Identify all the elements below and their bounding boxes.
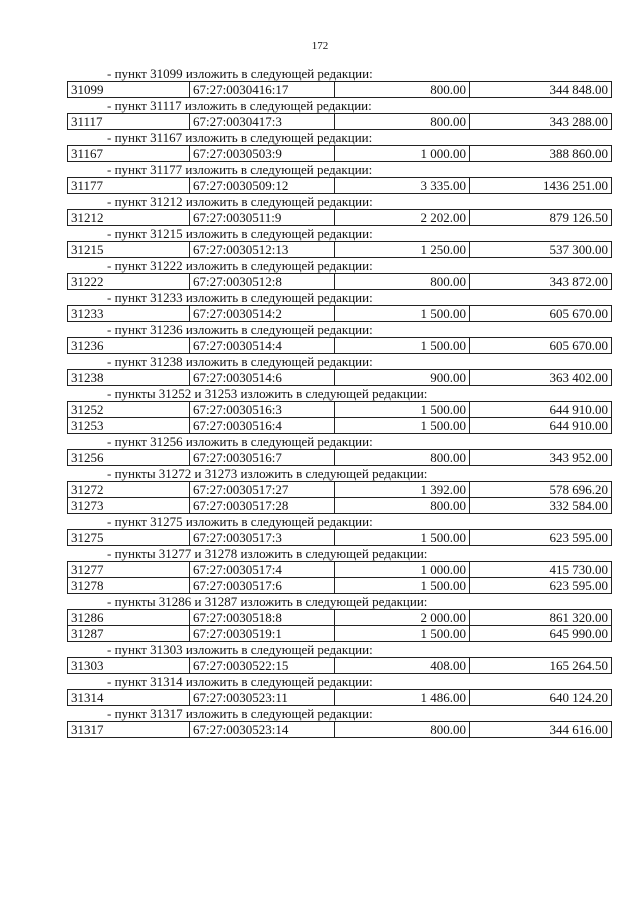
amendment-table — [67, 305, 612, 322]
area-cell: 800.00 — [335, 114, 470, 130]
area-cell: 800.00 — [335, 450, 470, 466]
table-row — [68, 338, 612, 354]
amendment-block — [67, 226, 612, 258]
amendment-table — [67, 529, 612, 546]
area-cell: 1 500.00 — [335, 402, 470, 418]
cadastral-number-cell: 67:27:0030503:9 — [190, 146, 335, 162]
table-row — [68, 498, 612, 514]
table-row — [68, 658, 612, 674]
item-number-cell: 31233 — [68, 306, 190, 322]
table-row — [68, 626, 612, 642]
amendment-table — [67, 609, 612, 642]
amendment-block — [67, 642, 612, 674]
area-cell: 1 500.00 — [335, 418, 470, 434]
amendment-heading: - пункт 31215 изложить в следующей редакции: — [107, 226, 373, 241]
item-number-cell: 31314 — [68, 690, 190, 706]
item-number-cell: 31273 — [68, 498, 190, 514]
amendment-block — [67, 434, 612, 466]
amendment-heading: - пункт 31167 изложить в следующей редакции: — [107, 130, 373, 145]
amendment-heading: - пункт 31117 изложить в следующей редакции: — [107, 98, 372, 113]
table-row — [68, 610, 612, 626]
amendment-table — [67, 273, 612, 290]
table-row — [68, 146, 612, 162]
amendment-heading: - пункт 31099 изложить в следующей редакции: — [107, 66, 373, 81]
table-row — [68, 306, 612, 322]
area-cell: 800.00 — [335, 722, 470, 738]
value-cell: 332 584.00 — [470, 498, 612, 514]
cadastral-number-cell: 67:27:0030516:4 — [190, 418, 335, 434]
cadastral-number-cell: 67:27:0030514:2 — [190, 306, 335, 322]
amendment-heading: - пункт 31212 изложить в следующей редакции: — [107, 194, 373, 209]
table-row — [68, 82, 612, 98]
amendment-table — [67, 561, 612, 594]
amendment-table — [67, 481, 612, 514]
amendment-heading: - пункт 31314 изложить в следующей редакции: — [107, 674, 373, 689]
item-number-cell: 31212 — [68, 210, 190, 226]
item-number-cell: 31253 — [68, 418, 190, 434]
value-cell: 388 860.00 — [470, 146, 612, 162]
amendment-table — [67, 177, 612, 194]
value-cell: 605 670.00 — [470, 306, 612, 322]
item-number-cell: 31215 — [68, 242, 190, 258]
cadastral-number-cell: 67:27:0030516:3 — [190, 402, 335, 418]
amendment-block — [67, 258, 612, 290]
area-cell: 800.00 — [335, 82, 470, 98]
cadastral-number-cell: 67:27:0030522:15 — [190, 658, 335, 674]
amendment-block — [67, 466, 612, 514]
amendment-table — [67, 721, 612, 738]
area-cell: 1 500.00 — [335, 306, 470, 322]
amendment-block — [67, 162, 612, 194]
amendment-heading: - пункты 31252 и 31253 изложить в следующей редакции: — [107, 386, 428, 401]
amendment-block — [67, 386, 612, 434]
value-cell: 640 124.20 — [470, 690, 612, 706]
area-cell: 2 000.00 — [335, 610, 470, 626]
cadastral-number-cell: 67:27:0030517:27 — [190, 482, 335, 498]
cadastral-number-cell: 67:27:0030517:6 — [190, 578, 335, 594]
amendment-heading: - пункт 31275 изложить в следующей редакции: — [107, 514, 373, 529]
cadastral-number-cell: 67:27:0030514:4 — [190, 338, 335, 354]
amendment-heading: - пункты 31277 и 31278 изложить в следующей редакции: — [107, 546, 428, 561]
amendment-table — [67, 449, 612, 466]
amendment-block — [67, 98, 612, 130]
area-cell: 408.00 — [335, 658, 470, 674]
table-row — [68, 242, 612, 258]
amendment-block — [67, 706, 612, 738]
cadastral-number-cell: 67:27:0030509:12 — [190, 178, 335, 194]
area-cell: 1 500.00 — [335, 530, 470, 546]
amendment-table — [67, 401, 612, 434]
amendment-block — [67, 194, 612, 226]
value-cell: 578 696.20 — [470, 482, 612, 498]
amendments-list — [67, 66, 612, 738]
value-cell: 344 616.00 — [470, 722, 612, 738]
area-cell: 1 500.00 — [335, 578, 470, 594]
amendment-heading: - пункт 31256 изложить в следующей редакции: — [107, 434, 373, 449]
table-row — [68, 482, 612, 498]
area-cell: 800.00 — [335, 274, 470, 290]
cadastral-number-cell: 67:27:0030511:9 — [190, 210, 335, 226]
value-cell: 645 990.00 — [470, 626, 612, 642]
cadastral-number-cell: 67:27:0030518:8 — [190, 610, 335, 626]
area-cell: 900.00 — [335, 370, 470, 386]
item-number-cell: 31286 — [68, 610, 190, 626]
table-row — [68, 274, 612, 290]
item-number-cell: 31278 — [68, 578, 190, 594]
table-row — [68, 690, 612, 706]
amendment-heading: - пункт 31303 изложить в следующей редакции: — [107, 642, 373, 657]
item-number-cell: 31117 — [68, 114, 190, 130]
amendment-table — [67, 241, 612, 258]
cadastral-number-cell: 67:27:0030514:6 — [190, 370, 335, 386]
cadastral-number-cell: 67:27:0030517:3 — [190, 530, 335, 546]
amendment-table — [67, 145, 612, 162]
value-cell: 861 320.00 — [470, 610, 612, 626]
amendment-block — [67, 66, 612, 98]
value-cell: 363 402.00 — [470, 370, 612, 386]
amendment-heading: - пункт 31222 изложить в следующей редакции: — [107, 258, 373, 273]
amendment-heading: - пункт 31177 изложить в следующей редакции: — [107, 162, 373, 177]
area-cell: 1 250.00 — [335, 242, 470, 258]
item-number-cell: 31167 — [68, 146, 190, 162]
value-cell: 343 872.00 — [470, 274, 612, 290]
table-row — [68, 418, 612, 434]
item-number-cell: 31177 — [68, 178, 190, 194]
amendment-heading: - пункт 31236 изложить в следующей редакции: — [107, 322, 373, 337]
page-number: 172 — [311, 40, 329, 52]
amendment-table — [67, 209, 612, 226]
value-cell: 644 910.00 — [470, 418, 612, 434]
amendment-block — [67, 354, 612, 386]
amendment-block — [67, 290, 612, 322]
item-number-cell: 31275 — [68, 530, 190, 546]
area-cell: 1 392.00 — [335, 482, 470, 498]
item-number-cell: 31287 — [68, 626, 190, 642]
item-number-cell: 31238 — [68, 370, 190, 386]
table-row — [68, 114, 612, 130]
value-cell: 623 595.00 — [470, 578, 612, 594]
amendment-block — [67, 322, 612, 354]
area-cell: 3 335.00 — [335, 178, 470, 194]
amendment-block — [67, 514, 612, 546]
value-cell: 605 670.00 — [470, 338, 612, 354]
item-number-cell: 31256 — [68, 450, 190, 466]
amendment-table — [67, 689, 612, 706]
table-row — [68, 722, 612, 738]
amendment-block — [67, 130, 612, 162]
area-cell: 1 500.00 — [335, 338, 470, 354]
item-number-cell: 31303 — [68, 658, 190, 674]
amendment-heading: - пункты 31286 и 31287 изложить в следующей редакции: — [107, 594, 428, 609]
table-row — [68, 530, 612, 546]
item-number-cell: 31222 — [68, 274, 190, 290]
area-cell: 1 486.00 — [335, 690, 470, 706]
amendment-block — [67, 674, 612, 706]
amendment-table — [67, 81, 612, 98]
value-cell: 165 264.50 — [470, 658, 612, 674]
item-number-cell: 31272 — [68, 482, 190, 498]
cadastral-number-cell: 67:27:0030416:17 — [190, 82, 335, 98]
value-cell: 644 910.00 — [470, 402, 612, 418]
value-cell: 623 595.00 — [470, 530, 612, 546]
area-cell: 1 000.00 — [335, 562, 470, 578]
cadastral-number-cell: 67:27:0030523:11 — [190, 690, 335, 706]
area-cell: 800.00 — [335, 498, 470, 514]
table-row — [68, 578, 612, 594]
value-cell: 415 730.00 — [470, 562, 612, 578]
cadastral-number-cell: 67:27:0030516:7 — [190, 450, 335, 466]
cadastral-number-cell: 67:27:0030417:3 — [190, 114, 335, 130]
item-number-cell: 31099 — [68, 82, 190, 98]
cadastral-number-cell: 67:27:0030523:14 — [190, 722, 335, 738]
area-cell: 1 500.00 — [335, 626, 470, 642]
amendment-block — [67, 594, 612, 642]
table-row — [68, 450, 612, 466]
item-number-cell: 31236 — [68, 338, 190, 354]
amendment-block — [67, 546, 612, 594]
cadastral-number-cell: 67:27:0030517:28 — [190, 498, 335, 514]
table-row — [68, 210, 612, 226]
amendment-table — [67, 369, 612, 386]
table-row — [68, 370, 612, 386]
table-row — [68, 562, 612, 578]
amendment-table — [67, 113, 612, 130]
area-cell: 2 202.00 — [335, 210, 470, 226]
amendment-table — [67, 657, 612, 674]
value-cell: 343 288.00 — [470, 114, 612, 130]
area-cell: 1 000.00 — [335, 146, 470, 162]
item-number-cell: 31317 — [68, 722, 190, 738]
amendment-heading: - пункт 31317 изложить в следующей редакции: — [107, 706, 373, 721]
cadastral-number-cell: 67:27:0030512:13 — [190, 242, 335, 258]
table-row — [68, 402, 612, 418]
cadastral-number-cell: 67:27:0030519:1 — [190, 626, 335, 642]
value-cell: 879 126.50 — [470, 210, 612, 226]
value-cell: 537 300.00 — [470, 242, 612, 258]
value-cell: 1436 251.00 — [470, 178, 612, 194]
amendment-heading: - пункты 31272 и 31273 изложить в следующей редакции: — [107, 466, 428, 481]
amendment-table — [67, 337, 612, 354]
value-cell: 343 952.00 — [470, 450, 612, 466]
item-number-cell: 31277 — [68, 562, 190, 578]
amendment-heading: - пункт 31233 изложить в следующей редакции: — [107, 290, 373, 305]
table-row — [68, 178, 612, 194]
cadastral-number-cell: 67:27:0030517:4 — [190, 562, 335, 578]
value-cell: 344 848.00 — [470, 82, 612, 98]
item-number-cell: 31252 — [68, 402, 190, 418]
amendment-heading: - пункт 31238 изложить в следующей редакции: — [107, 354, 373, 369]
cadastral-number-cell: 67:27:0030512:8 — [190, 274, 335, 290]
